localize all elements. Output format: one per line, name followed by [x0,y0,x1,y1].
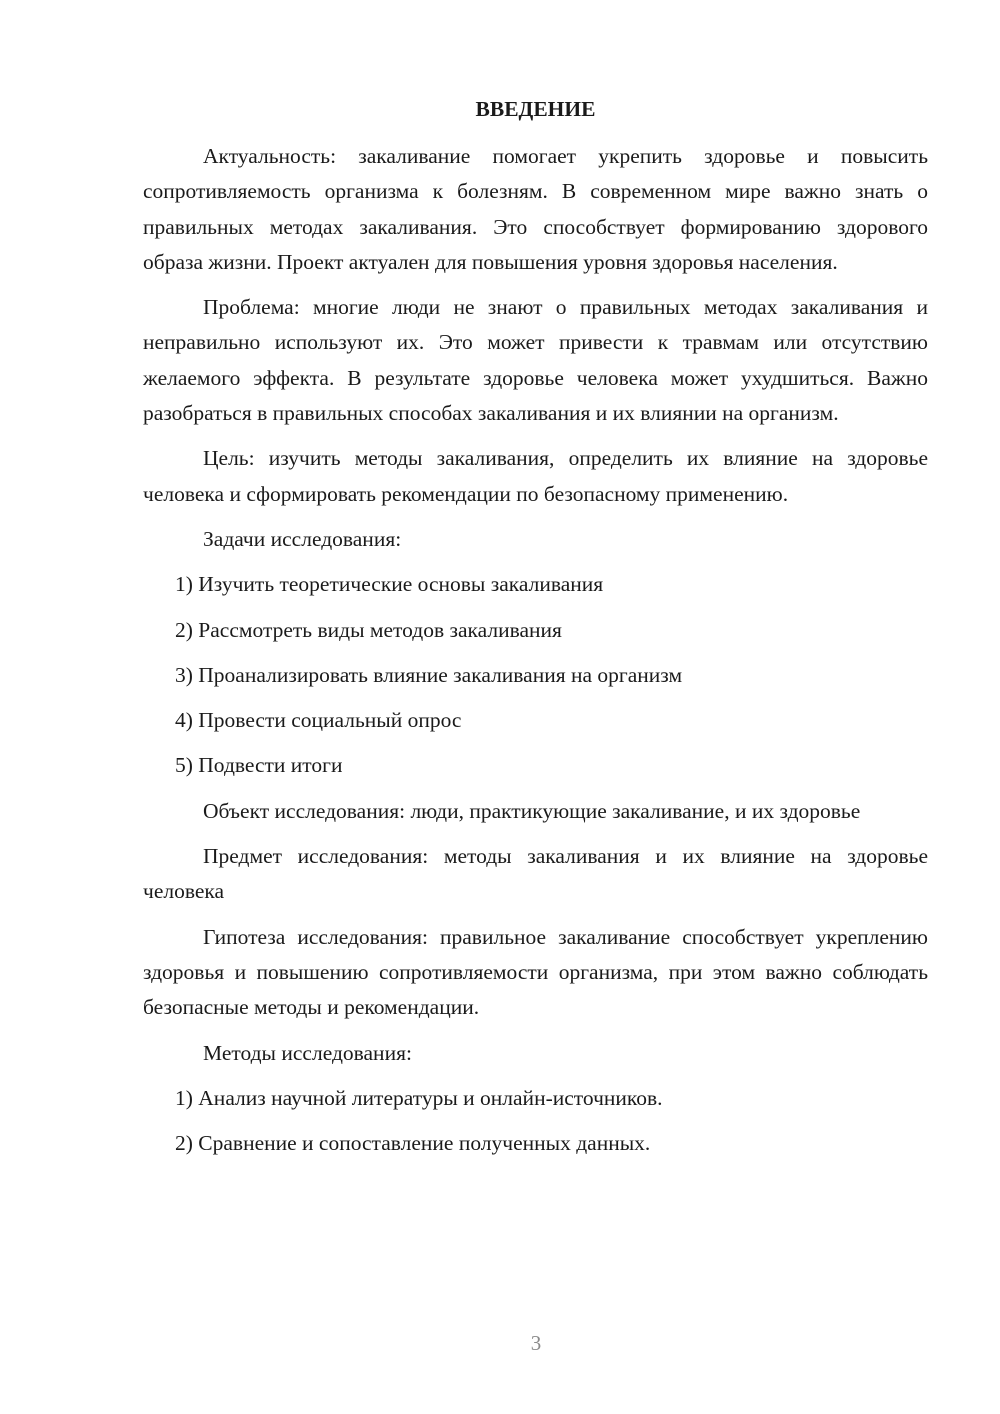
tasks-list [143,567,928,783]
relevance-paragraph: Актуальность: закаливание помогает укрепить здоровье и повысить сопротивляемость организма к болезням. В современном мире важно знать о правильных методах закаливания. Это способствует формированию здорового образа жизни. Проект актуален для повышения уровня здоровья населения. [143,144,928,274]
problem-paragraph: Проблема: многие люди не знают о правильных методах закаливания и неправильно используют их. Это может привести к травмам или отсутствию желаемого эффекта. В результате здоровье человека может ухудшиться. Важно разобраться в правильных способах закаливания и их влиянии на организм. [143,295,928,426]
page-title: ВВЕДЕНИЕ [475,97,596,121]
document-page [143,92,928,1171]
method-item-2: 2) Сравнение и сопоставление полученных данных. [175,1131,651,1156]
task-item-5: 5) Подвести итоги [175,753,343,778]
task-item-2: 2) Рассмотреть виды методов закаливания [175,617,562,642]
goal-paragraph: Цель: изучить методы закаливания, определить их влияние на здоровье человека и сформировать рекомендации по безопасному применению. [143,446,928,506]
task-item-4: 4) Провести социальный опрос [175,708,462,733]
method-item-1: 1) Анализ научной литературы и онлайн-источников. [175,1085,663,1110]
tasks-heading: Задачи исследования: [203,526,402,551]
task-item-1: 1) Изучить теоретические основы закаливания [175,572,604,597]
methods-heading: Методы исследования: [203,1040,412,1065]
subject-paragraph: Предмет исследования: методы закаливания и их влияние на здоровье человека [143,844,928,904]
task-item-3: 3) Проанализировать влияние закаливания на организм [175,662,683,687]
object-paragraph: Объект исследования: люди, практикующие закаливание, и их здоровье [203,798,861,823]
hypothesis-paragraph: Гипотеза исследования: правильное закаливание способствует укреплению здоровья и повышению сопротивляемости организма, при этом важно соблюдать безопасные методы и рекомендации. [143,924,928,1020]
methods-list [143,1081,928,1162]
page-number: 3 [530,1331,542,1355]
